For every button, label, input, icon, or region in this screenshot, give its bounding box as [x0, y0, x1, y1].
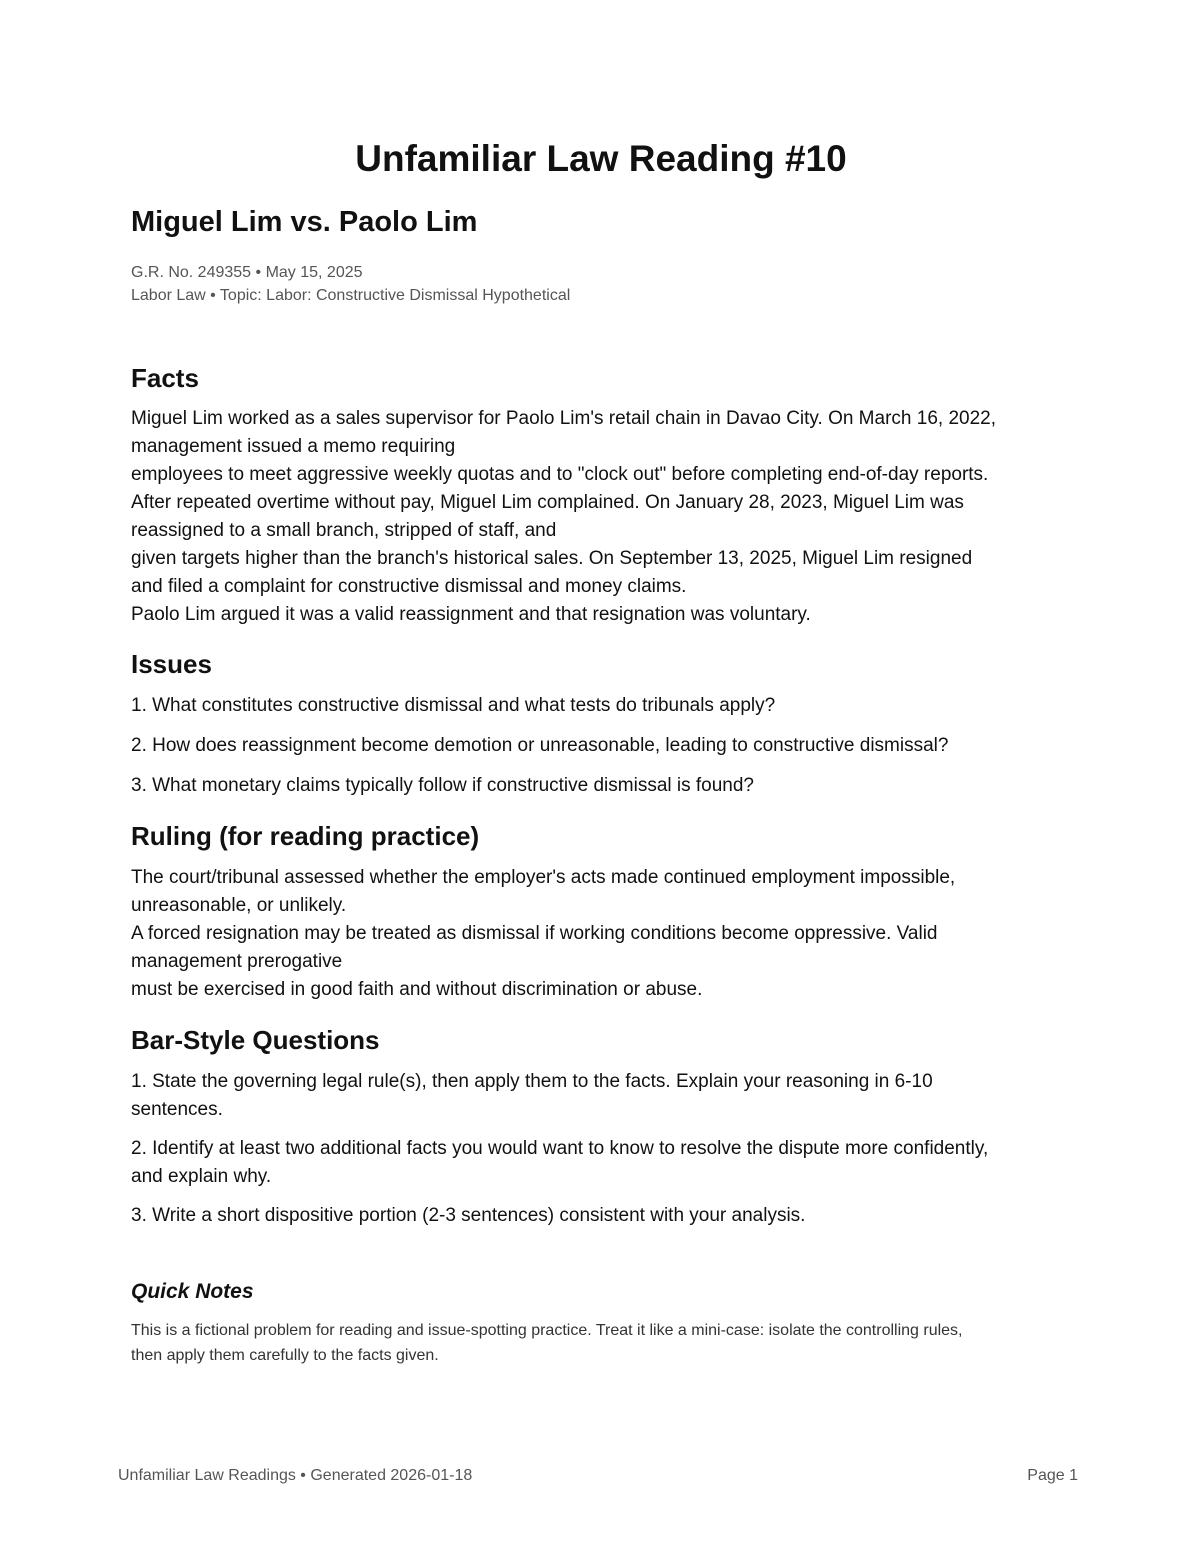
- facts-paragraph: [131, 405, 1071, 629]
- facts-line: employees to meet aggressive weekly quotas and to "clock out" before completing end-of-day reports.: [131, 464, 989, 485]
- bar-question-line: sentences.: [131, 1099, 223, 1120]
- issue-item: 3. What monetary claims typically follow if constructive dismissal is found?: [131, 775, 755, 796]
- bar-questions-heading: Bar-Style Questions: [131, 1025, 380, 1055]
- ruling-line: A forced resignation may be treated as dismissal if working conditions become oppressive. Valid: [131, 923, 938, 944]
- ruling-heading: Ruling (for reading practice): [131, 821, 480, 851]
- case-meta-docket: G.R. No. 249355 • May 15, 2025: [131, 264, 363, 281]
- quick-notes-line: then apply them carefully to the facts given.: [131, 1347, 439, 1364]
- ruling-line: management prerogative: [131, 951, 343, 972]
- bar-question-item: [131, 1202, 1071, 1230]
- issue-item: 2. How does reassignment become demotion or unreasonable, leading to constructive dismissal?: [131, 735, 949, 756]
- ruling-line: unreasonable, or unlikely.: [131, 895, 347, 916]
- issues-heading: Issues: [131, 649, 212, 679]
- ruling-paragraph: [131, 864, 1071, 1004]
- footer-page-number: Page 1: [1027, 1467, 1078, 1484]
- case-title: Miguel Lim vs. Paolo Lim: [131, 206, 478, 238]
- bar-question-item: [131, 1135, 1071, 1191]
- issue-item: 1. What constitutes constructive dismissal and what tests do tribunals apply?: [131, 695, 776, 716]
- bar-question-line: 1. State the governing legal rule(s), then apply them to the facts. Explain your reasoning in 6-10: [131, 1071, 933, 1092]
- quick-notes-heading: Quick Notes: [131, 1280, 254, 1303]
- facts-line: given targets higher than the branch's historical sales. On September 13, 2025, Miguel Lim resigned: [131, 548, 973, 569]
- bar-question-line: 3. Write a short dispositive portion (2-3 sentences) consistent with your analysis.: [131, 1205, 806, 1226]
- quick-notes-line: This is a fictional problem for reading and issue-spotting practice. Treat it like a mini-case: isolate the controlling rules,: [131, 1322, 963, 1339]
- facts-line: and filed a complaint for constructive dismissal and money claims.: [131, 576, 687, 597]
- bar-question-line: 2. Identify at least two additional facts you would want to know to resolve the dispute more confidently,: [131, 1138, 989, 1159]
- facts-line: reassigned to a small branch, stripped of staff, and: [131, 520, 557, 541]
- ruling-line: must be exercised in good faith and without discrimination or abuse.: [131, 979, 703, 1000]
- bar-question-line: and explain why.: [131, 1166, 272, 1187]
- ruling-line: The court/tribunal assessed whether the employer's acts made continued employment impossible,: [131, 867, 956, 888]
- facts-heading: Facts: [131, 363, 199, 393]
- footer-generated-label: Unfamiliar Law Readings • Generated 2026-01-18: [118, 1467, 473, 1484]
- bar-question-item: [131, 1068, 1071, 1124]
- facts-line: Miguel Lim worked as a sales supervisor for Paolo Lim's retail chain in Davao City. On March 16, 2022,: [131, 408, 996, 429]
- case-meta-topic: Labor Law • Topic: Labor: Constructive Dismissal Hypothetical: [131, 287, 571, 304]
- quick-notes-text: [131, 1318, 1071, 1368]
- facts-line: management issued a memo requiring: [131, 436, 456, 457]
- facts-line: After repeated overtime without pay, Miguel Lim complained. On January 28, 2023, Miguel Lim was: [131, 492, 964, 513]
- document-title: Unfamiliar Law Reading #10: [355, 138, 847, 179]
- facts-line: Paolo Lim argued it was a valid reassignment and that resignation was voluntary.: [131, 604, 811, 625]
